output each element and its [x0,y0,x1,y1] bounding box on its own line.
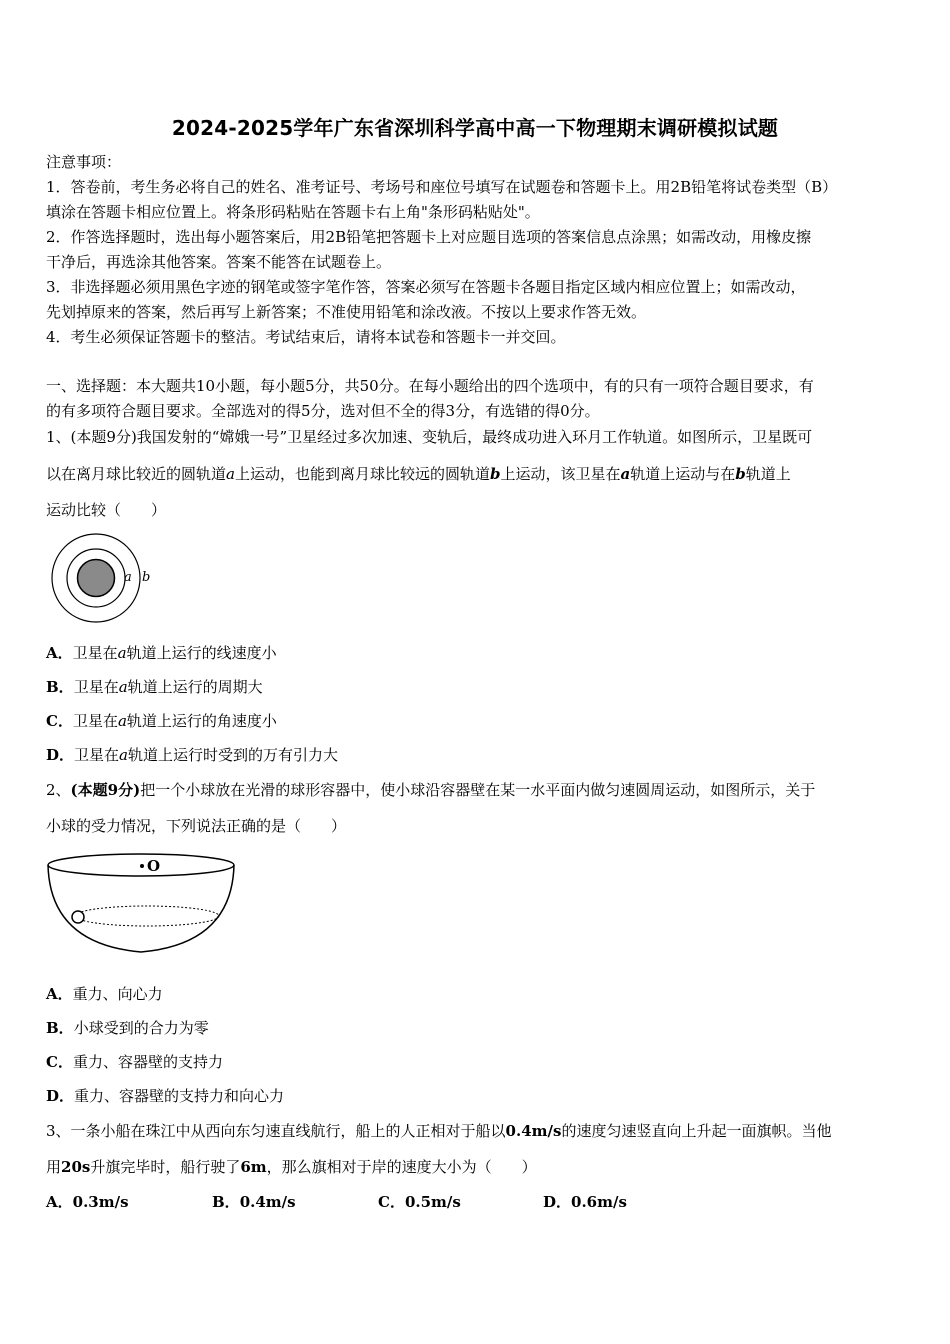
option-text: 轨道上运行的线速度小 [126,644,277,662]
option-letter: D． [543,1193,572,1211]
notice-line: 3．非选择题必须用黑色字迹的钢笔或签字笔作答，答案必须写在答题卡各题目指定区域内相应位置上；如需改动， [46,278,806,296]
q3-option-a[interactable] [46,1192,129,1212]
q1-text: 上运动，也能到离月球比较远的圆轨道 [234,465,490,483]
option-text: 轨道上运行时受到的万有引力大 [127,746,338,764]
q2-option-b[interactable] [46,1018,209,1038]
q2-stem-line2: 小球的受力情况，下列说法正确的是（ ） [46,817,347,835]
page-title: 2024-2025学年广东省深圳科学高中高一下物理期末调研模拟试题 [171,116,779,140]
option-text: 轨道上运行的角速度小 [126,712,277,730]
option-text: 重力、向心力 [72,985,163,1003]
notice-line: 4．考生必须保证答题卡的整洁。考试结束后，请将本试卷和答题卡一并交回。 [46,328,566,346]
option-text: 卫星在 [74,746,120,764]
option-letter: D． [46,1087,75,1105]
option-var: a [117,644,127,662]
q3-time: 20s [61,1158,91,1176]
q3-stem-line1 [46,1121,908,1141]
q1-stem-line1: 1、(本题9分)我国发射的“嫦娥一号”卫星经过多次加速、变轨后，最终成功进入环月工作轨道。如图所示，卫星既可 [46,428,813,446]
option-text: 小球受到的合力为零 [73,1019,209,1037]
q2-option-d[interactable] [46,1086,284,1106]
orbit-figure [44,530,154,626]
notice-line: 填涂在答题卡相应位置上。将条形码粘贴在答题卡右上角"条形码粘贴处"。 [46,203,540,221]
q3-option-c[interactable] [378,1192,461,1212]
bowl-wall [48,865,234,952]
q2-stem-line1 [46,780,908,800]
option-letter: B． [46,1019,74,1037]
q3-text: ，那么旗相对于岸的速度大小为（ ） [266,1158,537,1176]
q2-text: 把一个小球放在光滑的球形容器中，使小球沿容器壁在某一水平面内做匀速圆周运动，如图所示，关于 [140,781,816,799]
option-letter: A． [46,985,73,1003]
notice-line: 1．答卷前，考生务必将自己的姓名、准考证号、考场号和座位号填写在试题卷和答题卡上。用2B铅笔将试卷类型（B） [46,178,838,196]
option-var: a [117,712,127,730]
q1-text: 轨道上 [745,465,791,483]
option-letter: A． [46,1193,73,1211]
option-text: 卫星在 [73,678,119,696]
moon-disc [78,560,115,597]
option-letter: C． [46,1053,73,1071]
option-text: 卫星在 [72,644,118,662]
section-intro-line: 的有多项符合题目要求。全部选对的得5分，选对但不全的得3分，有选错的得0分。 [46,402,600,420]
option-text: 重力、容器壁的支持力和向心力 [74,1087,285,1105]
q1-stem-line2 [46,464,908,484]
option-text: 卫星在 [72,712,118,730]
option-letter: D． [46,746,75,764]
notice-line: 干净后，再选涂其他答案。答案不能答在试题卷上。 [46,253,392,271]
option-letter: B． [212,1193,240,1211]
option-text: 轨道上运行的周期大 [127,678,263,696]
notice-line: 2．作答选择题时，选出每小题答案后，用2B铅笔把答题卡上对应题目选项的答案信息点涂黑；如需改动，用橡皮擦 [46,228,812,246]
option-text: 0.4m/s [239,1193,296,1211]
option-var: a [118,678,128,696]
q1-var-a: a [226,465,235,483]
option-text: 0.6m/s [571,1193,627,1211]
q1-var-b: b [735,465,746,483]
q1-stem-line3: 运动比较（ ） [46,501,167,519]
orbit-a-label: a [124,570,132,585]
q1-text: 轨道上运动与在 [630,465,736,483]
q3-text: 3、一条小船在珠江中从西向东匀速直线航行，船上的人正相对于船以 [46,1122,506,1140]
q1-var-b: b [489,465,501,483]
q1-option-c[interactable] [46,711,277,731]
q3-text: 升旗完毕时，船行驶了 [90,1158,241,1176]
q3-option-d[interactable] [543,1192,627,1212]
orbit-b-label: b [142,570,151,585]
q1-text: 上运动，该卫星在 [500,465,621,483]
option-text: 0.3m/s [72,1193,129,1211]
q3-stem-line2 [46,1157,908,1177]
q1-option-a[interactable] [46,643,277,663]
q1-option-b[interactable] [46,677,263,697]
option-letter: B． [46,678,74,696]
q1-option-d[interactable] [46,745,338,765]
center-label: O [147,857,161,875]
q2-number: 2、 [46,781,71,799]
option-text: 0.5m/s [404,1193,461,1211]
bowl-figure [44,848,244,958]
ball [72,911,84,923]
notice-line: 先划掉原来的答案，然后再写上新答案；不准使用铅笔和涂改液。不按以上要求作答无效。 [46,303,647,321]
option-letter: A． [46,644,73,662]
ball-path [75,906,219,926]
q1-text: 以在离月球比较近的圆轨道 [46,465,227,483]
q3-distance: 6m [240,1158,267,1176]
q3-option-b[interactable] [212,1192,296,1212]
q3-text: 的速度匀速竖直向上升起一面旗帜。当他 [561,1122,832,1140]
q2-option-a[interactable] [46,984,163,1004]
option-var: a [119,746,128,764]
option-letter: C． [378,1193,405,1211]
center-dot [140,864,144,868]
option-text: 重力、容器壁的支持力 [72,1053,223,1071]
option-letter: C． [46,712,73,730]
q2-tag: (本题9分) [70,781,141,799]
q3-speed: 0.4m/s [505,1122,562,1140]
q1-var-a: a [620,465,631,483]
section-intro-line: 一、选择题：本大题共10小题，每小题5分，共50分。在每小题给出的四个选项中，有的只有一项符合题目要求，有 [46,377,814,395]
notice-heading: 注意事项： [46,153,122,171]
q2-option-c[interactable] [46,1052,223,1072]
q3-text: 用 [46,1158,62,1176]
